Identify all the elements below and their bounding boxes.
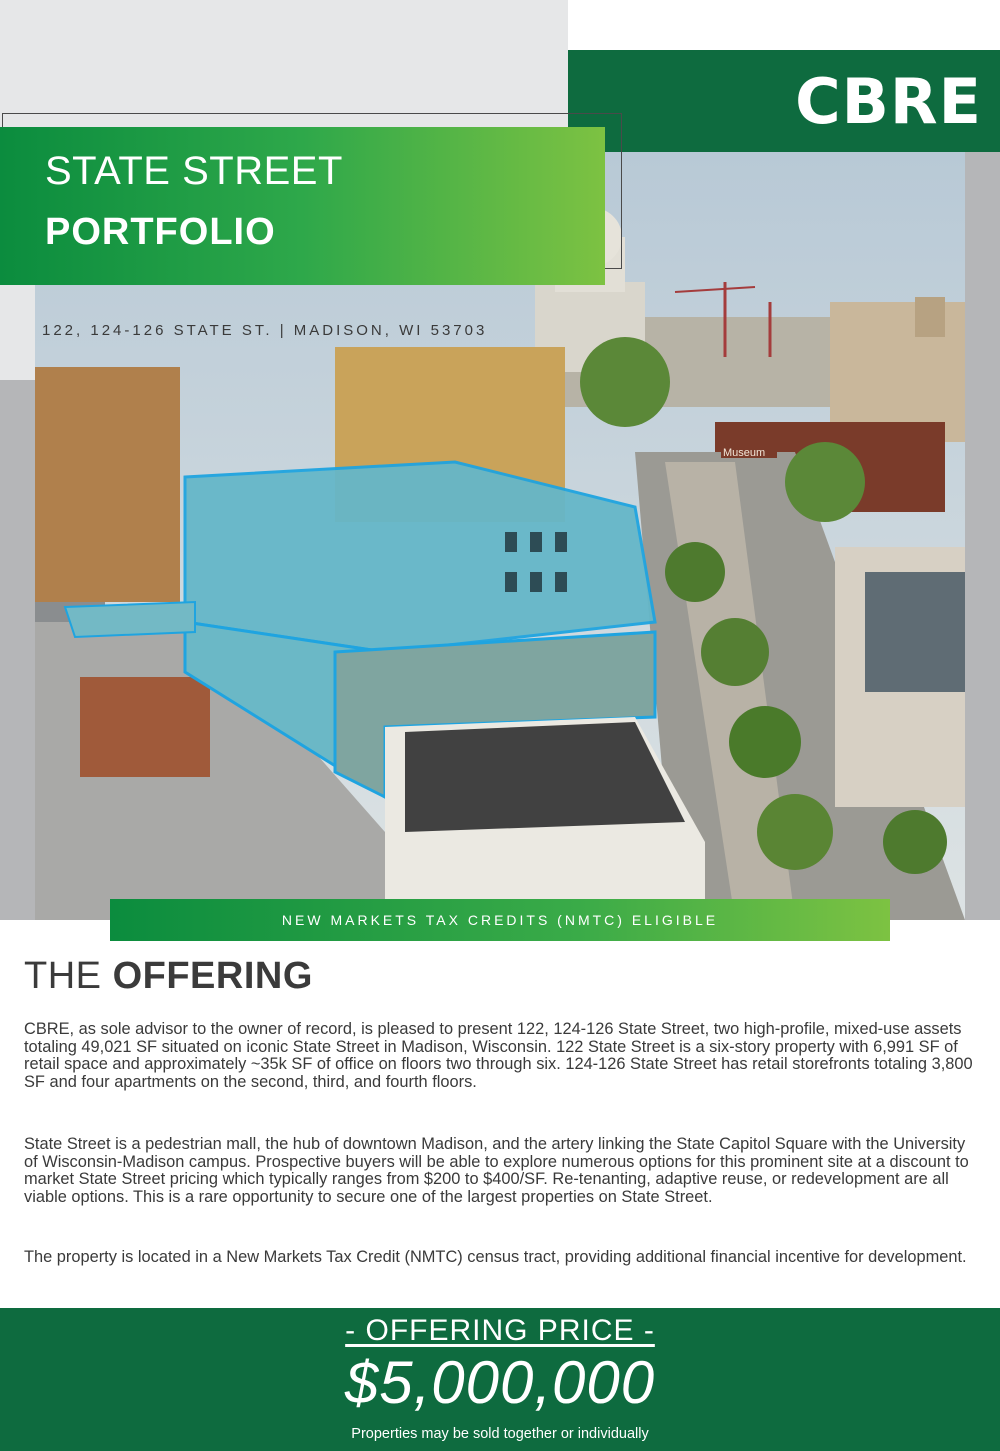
offering-price-box <box>0 1308 1000 1451</box>
left-gray-bar <box>0 380 35 920</box>
museum-sign: Museum <box>723 447 766 459</box>
offering-price-note: Properties may be sold together or individually <box>351 1426 649 1442</box>
title-line-1: STATE STREET <box>45 149 343 193</box>
nmtc-banner: NEW MARKETS TAX CREDITS (NMTC) ELIGIBLE <box>110 899 890 941</box>
title-box <box>0 127 605 285</box>
offering-paragraph-2: State Street is a pedestrian mall, the hub of downtown Madison, and the artery linking the State Capitol Square with the University of Wisconsin-Madison campus. Prospective buyers will be able to explore numerous options for this prominent site at a discount to market State Street pricing which typically ranges from $200 to $400/SF. Re-tenanting, adaptive reuse, or redevelopment are all viable options. This is a rare opportunity to secure one of the largest properties on State Street. <box>24 1135 969 1206</box>
heading-light: THE <box>24 955 102 997</box>
offering-paragraph-1: CBRE, as sole advisor to the owner of record, is pleased to present 122, 124-126 State Street, two high-profile, mixed-use assets totaling 49,021 SF situated on iconic State Street in Madison, Wisconsin. 122 State Street is a six-story property with 6,991 SF of retail space and approximately ~35k SF of office on floors two through six. 124-126 State Street has retail storefronts totaling 3,800 SF and four apartments on the second, third, and fourth floors. <box>24 1020 973 1091</box>
offering-price-label: - OFFERING PRICE - <box>345 1314 655 1347</box>
property-address: 122, 124-126 STATE ST. | MADISON, WI 53703 <box>42 322 488 339</box>
cbre-logo: CBRE <box>795 65 982 138</box>
right-gray-bar <box>965 150 1000 920</box>
offering-price-value: $5,000,000 <box>344 1349 656 1416</box>
title-line-2: PORTFOLIO <box>45 211 276 253</box>
offering-heading <box>24 955 313 998</box>
heading-bold: OFFERING <box>112 955 313 997</box>
offering-paragraph-3: The property is located in a New Markets Tax Credit (NMTC) census tract, providing additional financial incentive for development. <box>24 1248 967 1266</box>
cbre-logo-box <box>568 50 1000 152</box>
